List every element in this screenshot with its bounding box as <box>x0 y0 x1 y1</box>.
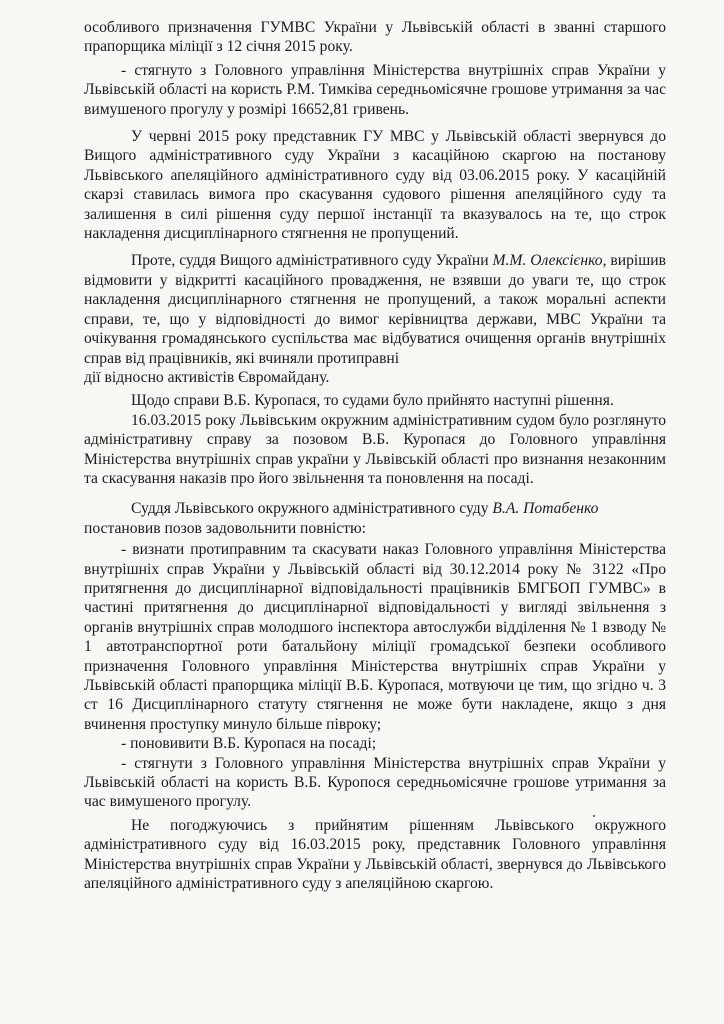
paragraph-district-judge <box>84 499 666 518</box>
paragraph-kuropas-case: Щодо справи В.Б. Куропася, то судами було прийнято наступні рішення. <box>131 392 614 410</box>
judge2-name: В.А. Потабенко <box>492 500 599 518</box>
judge1-name: М.М. Олексієнко <box>492 252 603 270</box>
paragraph-supreme-court-judge <box>84 251 666 367</box>
judge1-text-before: Проте, суддя Вищого адміністративного суду України <box>131 252 493 270</box>
paragraph-tymkiv-compensation: - стягнуто з Головного управління Міністерства внутрішніх справ України у Львівській області на користь Р.М. Тимківа середньомісячне грошове утримання за час вимушеного прогулу у розмірі 16652,81 гривень. <box>84 61 666 118</box>
paragraph-euromaidan: дії відносно активістів Євромайдану. <box>84 368 330 386</box>
paragraph-reinstated: - поновивити В.Б. Куропася на посаді; <box>121 735 377 753</box>
paragraph-district-court-case: 16.03.2015 року Львівським окружним адміністративним судом було розглянуто адміністративну справу за позовом В.Б. Куропася до Головного управління Міністерства внутрішніх справ україни у Львівській області про визнання незаконним та скасування наказів про його звільнення та поновлення на посаді. <box>84 411 666 487</box>
paragraph-rank: особливого призначення ГУМВС України у Львівській області в званні старшого прапорщика міліції з 12 січня 2015 року. <box>84 19 666 56</box>
paragraph-kuropas-compensation: - стягнути з Головного управління Міністерства внутрішніх справ України у Львівській області на користь В.Б. Куропося середньомісячне грошове утримання за час вимушеного прогулу. <box>84 754 666 811</box>
paragraph-order-annulled: - визнати протиправним та скасувати наказ Головного управління Міністерства внутрішніх справ України у Львівській області від 30.12.2014 року № 3122 «Про притягнення до дисциплінарної відповідальності працівників БМГБОП ГУМВС» в частині притягнення до дисциплінарної відповідальності у вигляді звільнення з органів внутрішніх справ молодшого інспектора автослужби відділення № 1 взводу № 1 автотранспортної роти батальйону міліції громадської безпеки особливого призначення Головного управління Міністерства внутрішніх справ України у Львівській області прапорщика міліції В.Б. Куропася, мотвуючи це тим, що згідно ч. 3 ст 16 Дисциплінарного статуту стягнення не може бути накладене, якщо з дня вчинення проступку минуло більше півроку; <box>84 541 666 733</box>
judge2-text-before: Суддя Львівського окружного адміністративного суду <box>131 500 493 518</box>
paragraph-cassation-appeal: У червні 2015 року представник ГУ МВС у Львівській області звернувся до Вищого адміністративного суду України з касаційною скаргою на постанову Львівського апеляційного адміністративного суду від 03.06.2015 року. У касаційній скарзі ставилась вимога про скасування судового рішення апеляційного суду та залишення в силі рішення суду першої інстанції та вказувалось на те, що строк накладення дисциплінарного стягнення не пропущений. <box>84 128 666 243</box>
judge1-text-after: , вирішив відмовити у відкритті касаційного провадження, не взявши до уваги те, що строк накладення дисциплінарного стягнення не пропущений, а також моральні аспекти справи, те, що у відповідності до вимог керівництва держави, МВС України та очікування громадянського суспільства має відбуватися очищення органів внутрішніх справ від працівників, які вчиняли протиправні <box>84 252 666 367</box>
paragraph-appeal-filed: Не погоджуючись з прийнятим рішенням Львівського окружного адміністративного суду від 16.03.2015 року, представник Головного управління Міністерства внутрішніх справ України у Львівській області, звернувся до Львівського апеляційного адміністративного суду з апеляційною скаргою. <box>84 816 666 893</box>
scan-speck <box>593 815 595 817</box>
paragraph-ruling: постановив позов задовольнити повністю: <box>84 519 366 537</box>
